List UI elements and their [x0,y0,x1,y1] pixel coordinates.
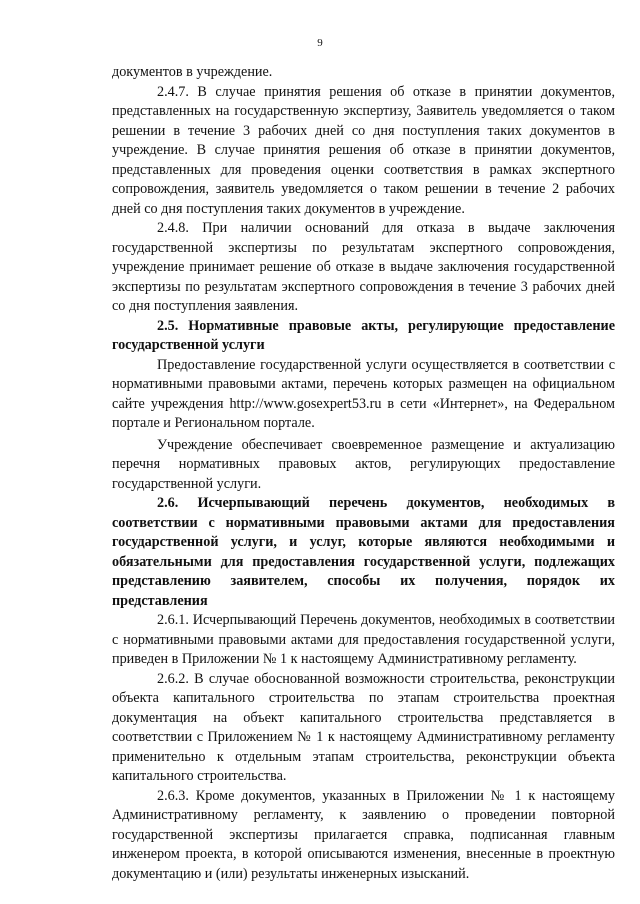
paragraph-2-6-3: 2.6.3. Кроме документов, указанных в Приложении № 1 к настоящему Административному регламенту, к заявлению о проведении повторной государственной экспертизы прилагается справка, подписанная главным инженером проекта, в которой описываются изменения, внесенные в проектную документацию и (или) результаты инженерных изысканий. [112,787,615,882]
paragraph-legal-acts: Предоставление государственной услуги осуществляется в соответствии с нормативными правовыми актами, перечень которых размещен на официальном сайте учреждения http://www.gosexpert53.ru в сети «Интернет», на Федеральном портале и Региональном портале. [112,356,615,431]
paragraph-legal-acts-update: Учреждение обеспечивает своевременное размещение и актуализацию перечня нормативных правовых актов, регулирующих предоставление государственной услуги. [112,436,615,492]
paragraph-2-6-2: 2.6.2. В случае обоснованной возможности строительства, реконструкции объекта капитального строительства по этапам строительства проектная документация на объект капитального строительства представляется в соответствии с Приложением № 1 к настоящему Административному регламенту применительно к отдельным этапам строительства, реконструкции объекта капитального строительства. [112,670,615,784]
paragraph-2-4-8: 2.4.8. При наличии оснований для отказа в выдаче заключения государственной экспертизы по результатам экспертного сопровождения, учреждение принимает решение об отказе в выдаче заключения государственной экспертизы по результатам экспертного сопровождения в течение 3 рабочих дней со дня поступления заявления. [112,220,615,314]
paragraph-2-4-7: 2.4.7. В случае принятия решения об отказе в принятии документов, представленных на государственную экспертизу, Заявитель уведомляется о таком решении в течение 3 рабочих дней со дня поступления таких документов в учреждение. В случае принятия решения об отказе в принятии документов, представленных для проведения оценки соответствия в рамках экспертного сопровождения, заявитель уведомляется о таком решении в течение 2 рабочих дней со дня поступления таких документов в учреждение. [112,83,615,217]
paragraph-2-6-1: 2.6.1. Исчерпывающий Перечень документов, необходимых в соответствии с нормативными правовыми актами для предоставления государственной услуги, приведен в Приложении № 1 к настоящему Административному регламенту. [112,612,615,667]
section-heading-2-5: 2.5. Нормативные правовые акты, регулирующие предоставление государственной услуги [112,317,615,353]
page-number: 9 [317,37,323,49]
paragraph-continuation: документов в учреждение. [112,64,273,80]
section-heading-2-6: 2.6. Исчерпывающий перечень документов, необходимых в соответствии с нормативными правовыми актами для предоставления государственной услуги, и услуг, которые являются необходимыми и обязательными для предоставления государственной услуги, подлежащих представлению заявителем, способы их получения, порядок их представления [112,495,615,609]
document-body [112,63,615,884]
